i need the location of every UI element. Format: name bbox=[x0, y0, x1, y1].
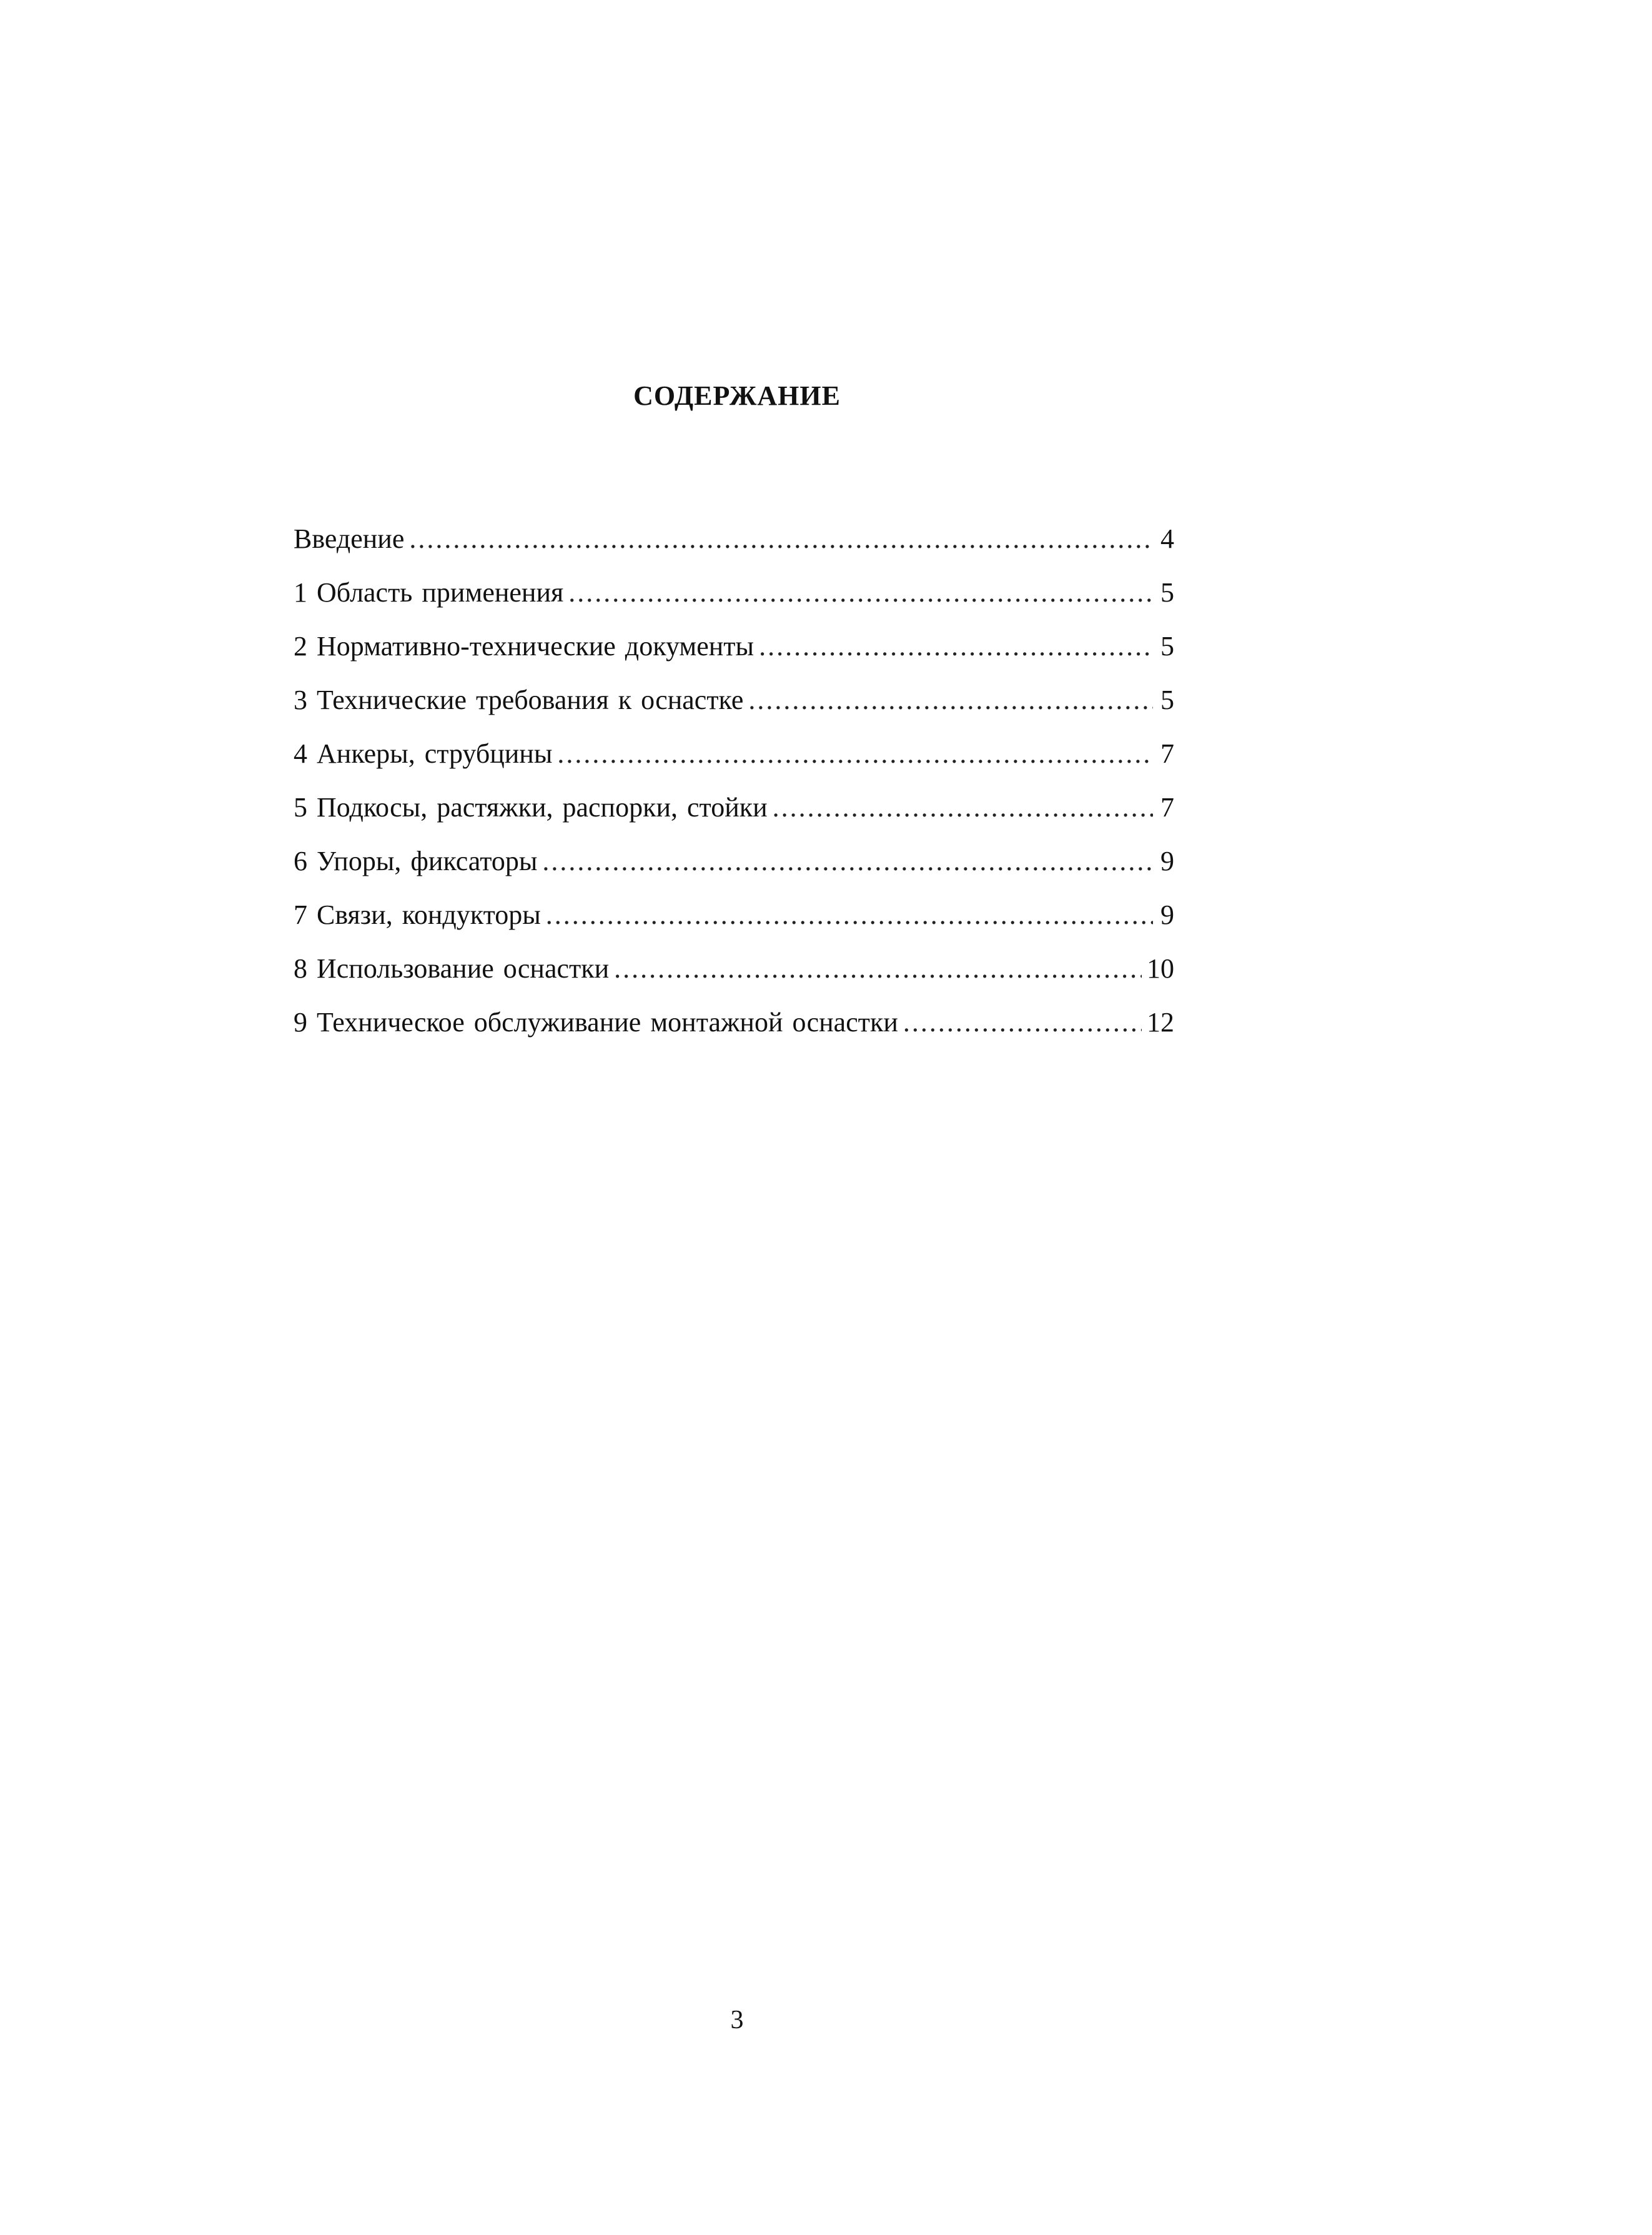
toc-entry-label: 4 Анкеры, струбцины bbox=[294, 738, 553, 769]
toc-entry-label: 8 Использование оснастки bbox=[294, 953, 610, 984]
toc-entry[interactable] bbox=[294, 781, 1174, 835]
page-title: СОДЕРЖАНИЕ bbox=[633, 380, 841, 411]
toc-entry-label: 3 Технические требования к оснастке bbox=[294, 685, 744, 715]
toc-entry-label: 2 Нормативно-технические документы bbox=[294, 631, 754, 662]
toc-entry-page: 5 bbox=[1160, 577, 1174, 608]
toc-entry[interactable] bbox=[294, 512, 1174, 566]
toc-entry[interactable] bbox=[294, 996, 1174, 1049]
toc-entry[interactable] bbox=[294, 727, 1174, 781]
toc-dot-leader bbox=[409, 512, 1153, 566]
toc-entry-label: 6 Упоры, фиксаторы bbox=[294, 846, 538, 876]
toc-dot-leader bbox=[614, 942, 1142, 996]
toc-dot-leader bbox=[903, 996, 1142, 1049]
toc-entry[interactable] bbox=[294, 888, 1174, 942]
toc-dot-leader bbox=[748, 673, 1153, 727]
toc-entry[interactable] bbox=[294, 566, 1174, 620]
toc-dot-leader bbox=[557, 727, 1153, 781]
toc-dot-leader bbox=[542, 835, 1153, 888]
toc-entry[interactable] bbox=[294, 835, 1174, 888]
toc-entry-label: 7 Связи, кондукторы bbox=[294, 899, 541, 930]
toc-entry-page: 9 bbox=[1160, 846, 1174, 876]
toc-entry-page: 12 bbox=[1147, 1007, 1174, 1038]
toc-entry-page: 9 bbox=[1160, 899, 1174, 930]
toc-entry-page: 7 bbox=[1160, 738, 1174, 769]
page-number: 3 bbox=[730, 2006, 744, 2034]
toc-entry-label: 1 Область применения bbox=[294, 577, 564, 608]
toc-entry[interactable] bbox=[294, 673, 1174, 727]
toc-dot-leader bbox=[568, 566, 1153, 620]
toc-entry-page: 7 bbox=[1160, 792, 1174, 823]
toc-entry-label: 5 Подкосы, растяжки, распорки, стойки bbox=[294, 792, 768, 823]
toc-entry-page: 10 bbox=[1147, 953, 1174, 984]
toc-entry-label: Введение bbox=[294, 523, 405, 554]
toc-entry-page: 5 bbox=[1160, 631, 1174, 662]
toc-entry-label: 9 Техническое обслуживание монтажной оснастки bbox=[294, 1007, 898, 1038]
toc-entry-page: 4 bbox=[1160, 523, 1174, 554]
toc-entry-page: 5 bbox=[1160, 685, 1174, 715]
toc-dot-leader bbox=[759, 620, 1153, 673]
table-of-contents bbox=[294, 512, 1174, 1049]
toc-dot-leader bbox=[546, 888, 1153, 942]
toc-dot-leader bbox=[773, 781, 1153, 835]
toc-entry[interactable] bbox=[294, 620, 1174, 673]
toc-entry[interactable] bbox=[294, 942, 1174, 996]
